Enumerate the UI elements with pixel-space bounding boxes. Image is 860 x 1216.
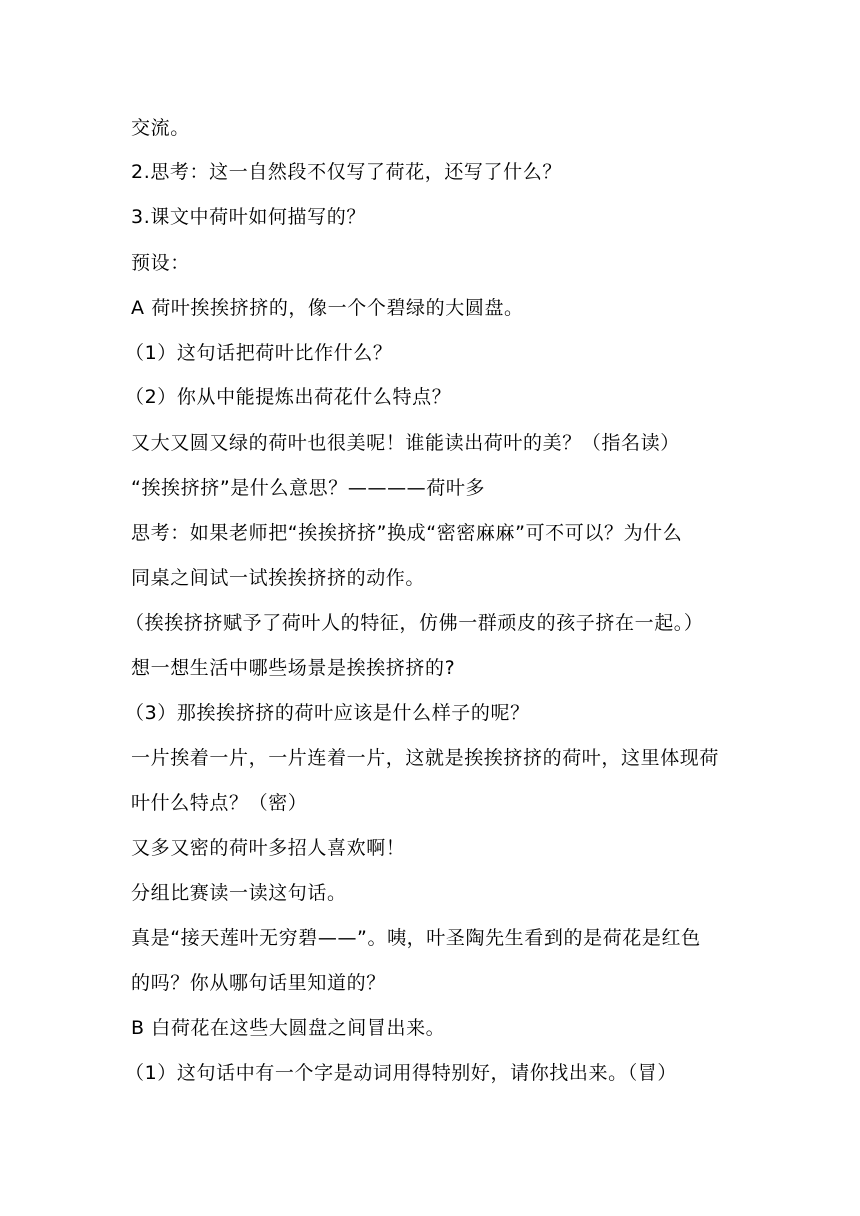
- text-line: 同桌之间试一试挨挨挤挤的动作。: [131, 567, 426, 589]
- text-line: 又多又密的荷叶多招人喜欢啊！: [131, 837, 406, 859]
- text-line: 3.课文中荷叶如何描写的？: [131, 206, 366, 228]
- text-line: 的吗？你从哪句话里知道的？: [131, 972, 386, 994]
- text-line: 思考：如果老师把“挨挨挤挤”换成“密密麻麻”可不可以？为什么: [131, 522, 683, 544]
- text-line: 交流。: [131, 117, 190, 139]
- text-line: （挨挨挤挤赋予了荷叶人的特征，仿佛一群顽皮的孩子挤在一起。）: [125, 612, 704, 634]
- text-line: A 荷叶挨挨挤挤的，像一个个碧绿的大圆盘。: [131, 297, 524, 319]
- text-line: 预设：: [131, 252, 190, 274]
- text-line: 叶什么特点？（密）: [131, 792, 308, 814]
- text-line: “挨挨挤挤”是什么意思？————荷叶多: [131, 477, 486, 499]
- text-line: B 白荷花在这些大圆盘之间冒出来。: [131, 1017, 446, 1039]
- text-line: 2.思考：这一自然段不仅写了荷花，还写了什么？: [131, 161, 562, 183]
- text-line: 又大又圆又绿的荷叶也很美呢！谁能读出荷叶的美？（指名读）: [131, 432, 680, 454]
- text-line: （3）那挨挨挤挤的荷叶应该是什么样子的呢？: [125, 702, 530, 724]
- text-line: 真是“接天莲叶无穷碧——”。咦，叶圣陶先生看到的是荷花是红色: [131, 927, 701, 949]
- text-line: 一片挨着一片，一片连着一片，这就是挨挨挤挤的荷叶，这里体现荷: [131, 747, 720, 769]
- text-line: 分组比赛读一读这句话。: [131, 882, 347, 904]
- text-line: （2）你从中能提炼出荷花什么特点？: [125, 386, 452, 408]
- text-line: （1）这句话中有一个字是动词用得特别好，请你找出来。（冒）: [125, 1062, 677, 1084]
- text-line: 想一想生活中哪些场景是挨挨挤挤的?: [131, 657, 456, 679]
- text-line: （1）这句话把荷叶比作什么？: [125, 342, 393, 364]
